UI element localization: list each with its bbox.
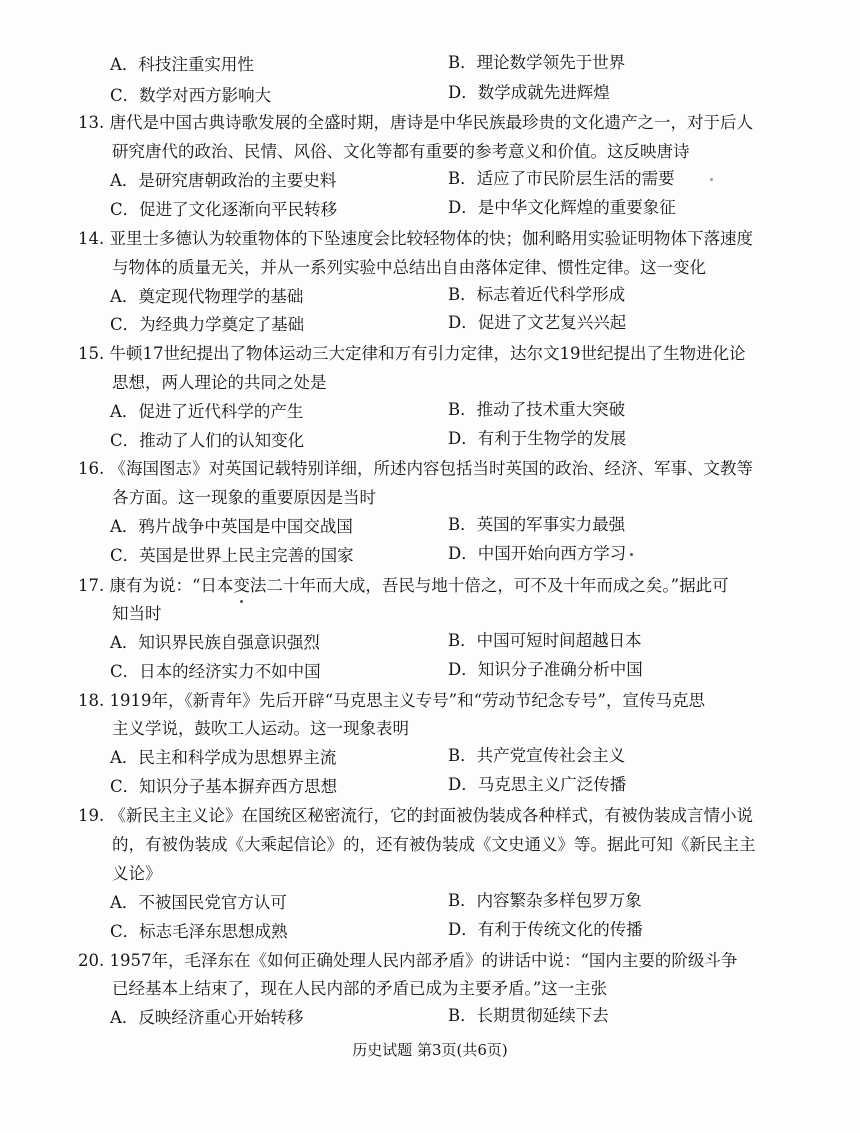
option-b: B．长期贯彻延续下去 [448, 1006, 609, 1025]
option-d: D．数学成就先进辉煌 [448, 83, 610, 102]
question-text: 《新民主主义论》在国统区秘密流行，它的封面被伪装成各种样式，有被伪装成言情小说 [109, 806, 753, 825]
option-d: D．有利于生物学的发展 [448, 429, 627, 448]
option-d: D．中国开始向西方学习 [448, 544, 627, 563]
option-c: C．数学对西方影响大 [110, 86, 272, 105]
question-stem-line [78, 228, 753, 250]
option-a: A．反映经济重心开始转移 [110, 1008, 304, 1027]
option-d: D．有利于传统文化的传播 [448, 920, 643, 939]
question-text: 1957年，毛泽东在《如何正确处理人民内部矛盾》的讲话中说：“国内主要的阶级斗争 [109, 951, 738, 970]
question-text: 牛顿17世纪提出了物体运动三大定律和万有引力定律，达尔文19世纪提出了生物进化论 [109, 344, 746, 363]
option-c: C．日本的经济实力不如中国 [110, 662, 321, 681]
question-stem-line [78, 950, 737, 972]
question-number: 13. [78, 113, 105, 132]
question-stem-line [78, 112, 753, 134]
option-c: C．标志毛泽东思想成熟 [110, 922, 288, 941]
question-stem-line [78, 690, 705, 712]
option-d: D．马克思主义广泛传播 [448, 775, 627, 794]
option-c: C．英国是世界上民主完善的国家 [110, 546, 354, 565]
option-c: C．为经典力学奠定了基础 [110, 315, 305, 334]
option-a: A．促进了近代科学的产生 [110, 402, 304, 421]
question-text: 思想，两人理论的共同之处是 [112, 373, 327, 392]
question-text: 《海国图志》对英国记载特别详细，所述内容包括当时英国的政治、经济、军事、文教等 [109, 459, 753, 478]
question-text: 的，有被伪装成《大乘起信论》的，还有被伪装成《文史通义》等。据此可知《新民主主 [112, 835, 756, 854]
option-c: C．推动了人们的认知变化 [110, 431, 305, 450]
option-b: B．理论数学领先于世界 [448, 53, 626, 72]
option-b: B．内容繁杂多样包罗万象 [448, 891, 642, 910]
option-a: A．科技注重实用性 [110, 55, 254, 74]
question-number: 18. [78, 691, 105, 710]
question-text: 各方面。这一现象的重要原因是当时 [112, 488, 376, 507]
scan-speck [240, 600, 243, 603]
option-d: D．知识分子准确分析中国 [448, 660, 643, 679]
question-text: 研究唐代的政治、民情、风俗、文化等都有重要的参考意义和价值。这反映唐诗 [112, 142, 690, 161]
question-number: 19. [78, 806, 105, 825]
page-footer: 历史试题 第3页(共6页) [352, 1041, 508, 1059]
question-text: 康有为说：“日本变法二十年而大成，吾民与地十倍之，可不及十年而成之矣。”据此可 [109, 576, 729, 595]
option-b: B．标志着近代科学形成 [448, 285, 626, 304]
scan-speck [630, 553, 633, 556]
option-b: B．适应了市民阶层生活的需要 [448, 169, 675, 188]
option-a: A．鸦片战争中英国是中国交战国 [110, 517, 353, 536]
option-a: A．民主和科学成为思想界主流 [110, 748, 337, 767]
question-number: 14. [78, 229, 105, 248]
question-number: 17. [78, 576, 105, 595]
question-text: 主义学说，鼓吹工人运动。这一现象表明 [112, 719, 409, 738]
option-b: B．推动了技术重大突破 [448, 400, 626, 419]
scan-speck [710, 178, 713, 181]
question-text: 亚里士多德认为较重物体的下坠速度会比较轻物体的快；伽利略用实验证明物体下落速度 [109, 229, 753, 248]
option-b: B．中国可短时间超越日本 [448, 631, 642, 650]
option-d: D．是中华文化辉煌的重要象征 [448, 198, 676, 217]
question-text: 1919年，《新青年》先后开辟“马克思主义专号”和“劳动节纪念专号”，宣传马克思 [109, 691, 705, 710]
option-a: A．奠定现代物理学的基础 [110, 287, 304, 306]
option-a: A．不被国民党官方认可 [110, 893, 287, 912]
question-stem-line [78, 343, 746, 365]
question-text: 与物体的质量无关，并从一系列实验中总结出自由落体定律、惯性定律。这一变化 [112, 258, 706, 277]
question-text: 唐代是中国古典诗歌发展的全盛时期，唐诗是中华民族最珍贵的文化遗产之一，对于后人 [109, 113, 753, 132]
question-number: 15. [78, 344, 105, 363]
option-b: B．共产党宣传社会主义 [448, 746, 626, 765]
question-text: 知当时 [112, 604, 162, 623]
option-c: C．知识分子基本摒弃西方思想 [110, 777, 338, 796]
question-text: 义论》 [112, 864, 162, 883]
option-a: A．是研究唐朝政治的主要史料 [110, 171, 337, 190]
option-a: A．知识界民族自强意识强烈 [110, 633, 320, 652]
question-stem-line [78, 458, 753, 480]
option-b: B．英国的军事实力最强 [448, 515, 626, 534]
option-c: C．促进了文化逐渐向平民转移 [110, 200, 338, 219]
option-d: D．促进了文艺复兴兴起 [448, 313, 627, 332]
question-text: 已经基本上结束了，现在人民内部的矛盾已成为主要矛盾。”这一主张 [112, 979, 608, 998]
question-number: 20. [78, 951, 105, 970]
question-stem-line [78, 575, 729, 597]
question-number: 16. [78, 459, 105, 478]
question-stem-line [78, 805, 753, 827]
